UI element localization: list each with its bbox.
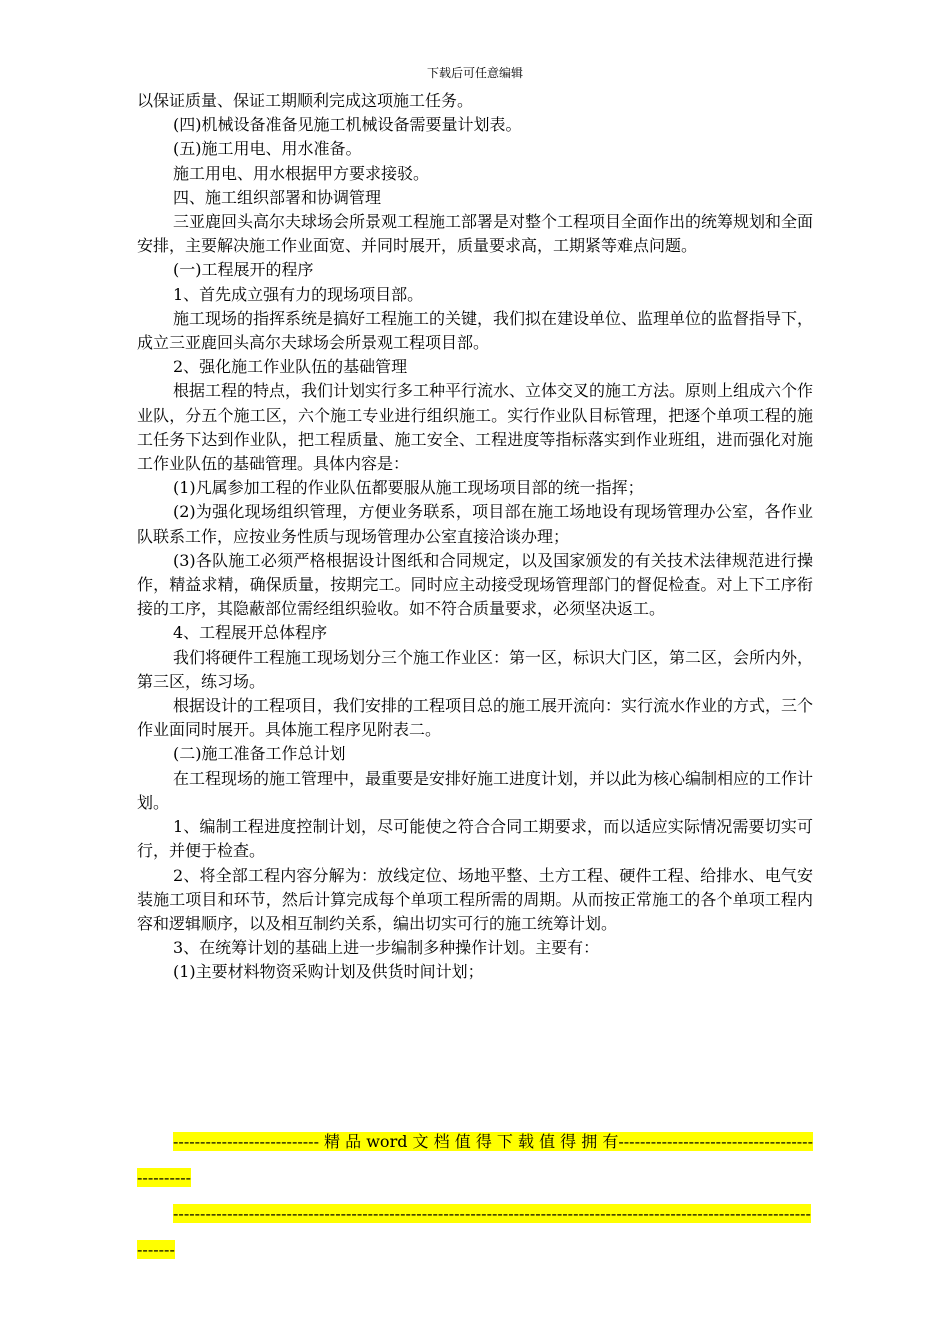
paragraph: 3、在统筹计划的基础上进一步编制多种操作计划。主要有： (173, 938, 600, 958)
paragraph: (四)机械设备准备见施工机械设备需要量计划表。 (173, 115, 522, 135)
paragraph: 施工用电、用水根据甲方要求接驳。 (173, 163, 430, 183)
footer-banner (137, 1124, 813, 1268)
page-header: 下载后可任意编辑 (426, 66, 523, 80)
paragraph: 我们将硬件工程施工现场划分三个施工作业区：第一区，标识大门区，第二区，会所内外，第三区，练习场。 (137, 647, 814, 691)
paragraph: (五)施工用电、用水准备。 (173, 139, 362, 159)
footer-banner-line: ----------------------------------------------------------------------------------------------------------------------------- (137, 1204, 811, 1259)
list-item: (1)主要材料物资采购计划及供货时间计划； (173, 962, 484, 982)
paragraph: 2、将全部工程内容分解为：放线定位、场地平整、土方工程、硬件工程、给排水、电气安装施工项目和环节，然后计算完成每个单项工程所需的周期。从而按正常施工的各个单项工程内容和逻辑顺序，以及相互制约关系，编出切实可行的施工统筹计划。 (137, 865, 813, 933)
paragraph: 4、工程展开总体程序 (173, 623, 328, 643)
subsection-heading: (一)工程展开的程序 (173, 260, 314, 280)
section-heading: 四、施工组织部署和协调管理 (173, 187, 382, 207)
paragraph: 1、编制工程进度控制计划，尽可能使之符合合同工期要求，而以适应实际情况需要切实可行，并便于检查。 (137, 817, 813, 861)
footer-banner-line: --------------------------- 精 品 word 文 档 值 得 下 载 值 得 拥 有---------------------------------------------- (137, 1132, 813, 1187)
paragraph: 三亚鹿回头高尔夫球场会所景观工程施工部署是对整个工程项目全面作出的统筹规划和全面安排，主要解决施工作业面宽、并同时展开，质量要求高，工期紧等难点问题。 (137, 212, 814, 256)
paragraph: 在工程现场的施工管理中，最重要是安排好施工进度计划，并以此为核心编制相应的工作计划。 (137, 768, 814, 812)
paragraph: 根据设计的工程项目，我们安排的工程项目总的施工展开流向：实行流水作业的方式，三个作业面同时展开。具体施工程序见附表二。 (137, 696, 814, 740)
subsection-heading: (二)施工准备工作总计划 (173, 744, 346, 764)
paragraph: 施工现场的指挥系统是搞好工程施工的关键，我们拟在建设单位、监理单位的监督指导下，成立三亚鹿回头高尔夫球场会所景观工程项目部。 (137, 308, 814, 353)
list-item: (1)凡属参加工程的作业队伍都要服从施工现场项目部的统一指挥； (173, 478, 644, 498)
paragraph: 1、首先成立强有力的现场项目部。 (173, 284, 424, 304)
paragraph: 2、强化施工作业队伍的基础管理 (173, 357, 408, 377)
paragraph: 根据工程的特点，我们计划实行多工种平行流水、立体交叉的施工方法。原则上组成六个作业队，分五个施工区，六个施工专业进行组织施工。实行作业队目标管理，把逐个单项工程的施工任务下达到作业队，把工程质量、施工安全、工程进度等指标落实到作业班组，进而强化对施工作业队伍的基础管理。具体内容是： (137, 381, 814, 474)
paragraph: 以保证质量、保证工期顺利完成这项施工任务。 (137, 91, 474, 110)
list-item: (2)为强化现场组织管理，方便业务联系，项目部在施工场地设有现场管理办公室，各作业队联系工作，应按业务性质与现场管理办公室直接洽谈办理； (137, 502, 813, 546)
list-item: (3)各队施工必须严格根据设计图纸和合同规定，以及国家颁发的有关技术法律规范进行操作，精益求精，确保质量，按期完工。同时应主动接受现场管理部门的督促检查。对上下工序衔接的工序，其隐蔽部位需经组织验收。如不符合质量要求，必须坚决返工。 (137, 550, 813, 619)
document-body (137, 89, 813, 985)
